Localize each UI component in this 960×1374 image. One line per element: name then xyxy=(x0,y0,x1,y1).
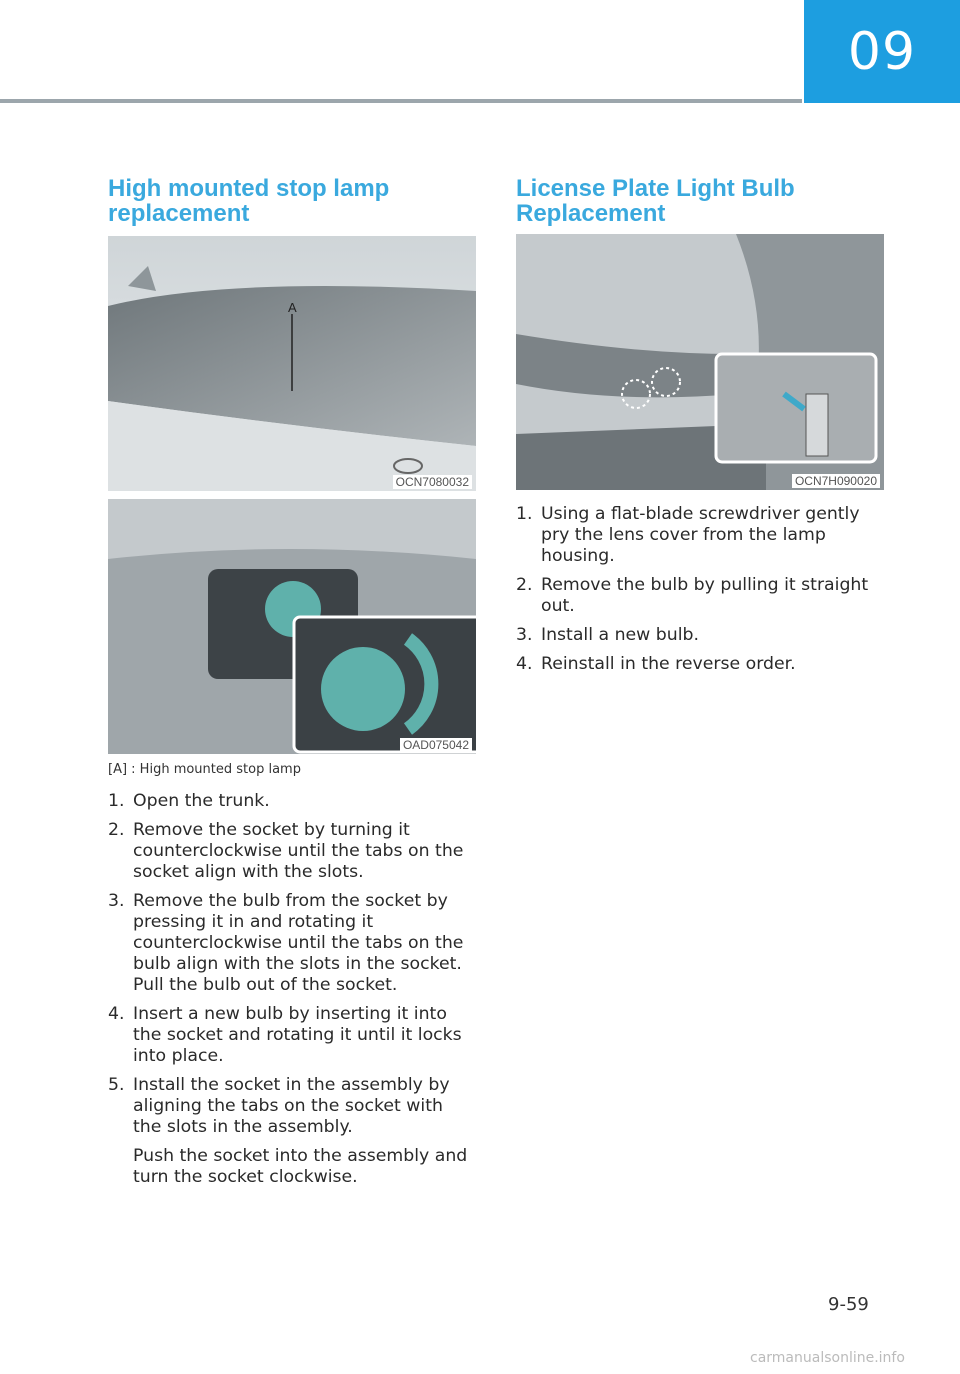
chapter-number: 09 xyxy=(847,21,917,82)
section-title-stop-lamp xyxy=(108,176,476,226)
license-plate-steps xyxy=(516,504,884,675)
list-item: 4. Insert a new bulb by inserting it into the socket and rotating it until it locks into place. xyxy=(108,1004,462,1066)
license-plate-illustration xyxy=(516,234,884,490)
header-rule xyxy=(0,99,802,103)
left-column xyxy=(108,176,476,1196)
section-title-license-plate xyxy=(516,176,884,226)
figure-rear-window xyxy=(108,236,476,491)
stop-lamp-steps xyxy=(108,791,476,1188)
figure-license-plate xyxy=(516,234,884,490)
list-item: 4. Reinstall in the reverse order. xyxy=(516,654,796,674)
list-item: 5. Install the socket in the assembly by aligning the tabs on the socket with the slots in the assembly. Push the socket into the assembly and turn the socket clockwise. xyxy=(108,1075,468,1187)
list-item: 3. Remove the bulb from the socket by pressing it in and rotating it counterclockwise until the tabs on the bulb align with the slots in the socket. Pull the bulb out of the socket. xyxy=(108,891,464,995)
right-column xyxy=(516,176,884,683)
title-line-1: High mounted stop lamp xyxy=(108,175,390,202)
list-item: 2. Remove the bulb by pulling it straight out. xyxy=(516,575,869,616)
figure-code: OCN7080032 xyxy=(393,475,472,489)
chapter-tab xyxy=(804,0,960,103)
rear-window-illustration xyxy=(108,236,476,491)
socket-illustration xyxy=(108,499,476,754)
list-item: 2. Remove the socket by turning it counterclockwise until the tabs on the socket align with the slots. xyxy=(108,820,464,882)
watermark: carmanualsonline.info xyxy=(750,1350,905,1366)
title-line-2: replacement xyxy=(108,200,250,227)
title-line-1: License Plate Light Bulb xyxy=(516,175,795,202)
figure-caption: [A] : High mounted stop lamp xyxy=(108,762,301,777)
page-number: 9-59 xyxy=(828,1294,869,1315)
callout-a: A xyxy=(288,300,297,315)
figure-code: OAD075042 xyxy=(400,738,472,752)
list-item: 3. Install a new bulb. xyxy=(516,625,699,645)
list-item: 1. Open the trunk. xyxy=(108,791,270,811)
list-item: 1. Using a flat-blade screwdriver gently pry the lens cover from the lamp housing. xyxy=(516,504,860,566)
title-line-2: Replacement xyxy=(516,200,666,227)
figure-socket xyxy=(108,499,476,754)
figure-code: OCN7H090020 xyxy=(792,474,880,488)
